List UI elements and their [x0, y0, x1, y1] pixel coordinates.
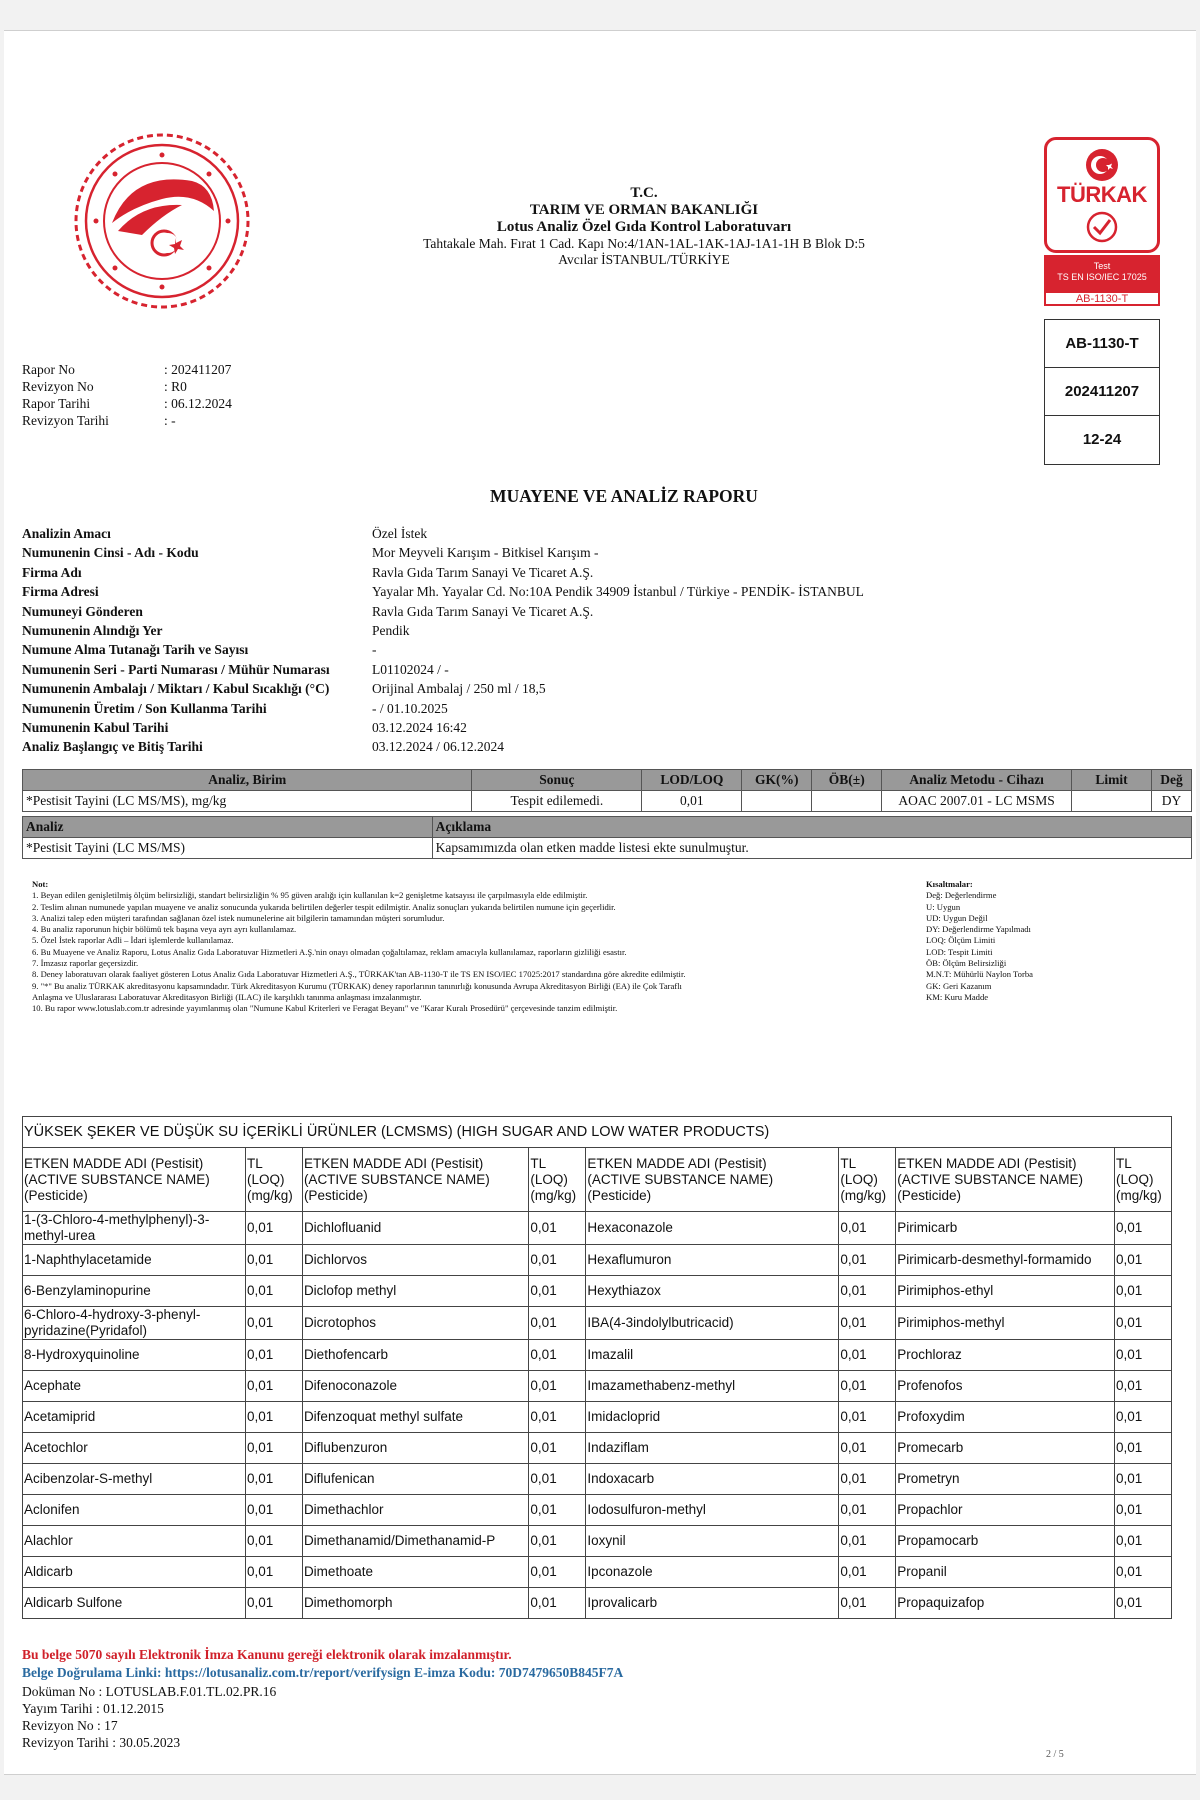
substance-name: Prometryn	[896, 1464, 1115, 1495]
substance-name: Imidacloprid	[586, 1402, 839, 1433]
substance-name: Promecarb	[896, 1433, 1115, 1464]
substance-loq: 0,01	[246, 1340, 303, 1371]
info-row	[22, 563, 1192, 582]
substance-loq: 0,01	[839, 1526, 896, 1557]
meta-value: : -	[164, 413, 176, 428]
substance-name: Indaziflam	[586, 1433, 839, 1464]
abbreviation-item: KM: Kuru Madde	[926, 991, 989, 1002]
meta-value: : 06.12.2024	[164, 396, 232, 411]
code-period: 12-24	[1082, 431, 1122, 448]
substance-name: Difenoconazole	[302, 1371, 528, 1402]
substance-name: Hexaflumuron	[586, 1245, 839, 1276]
explanation-header-row	[23, 817, 1192, 838]
abbreviation-item: UD: Uygun Değil	[926, 912, 988, 923]
substance-loq: 0,01	[529, 1371, 586, 1402]
revision-no: Revizyon No : 17	[22, 1718, 118, 1733]
substance-loq: 0,01	[839, 1588, 896, 1619]
pesticide-row	[23, 1588, 1172, 1619]
results-header-row	[23, 770, 1192, 791]
header-line: (Pesticide)	[897, 1187, 962, 1203]
info-row	[22, 602, 1192, 621]
notes	[32, 879, 902, 1015]
substance-name: Dichlofluanid	[302, 1212, 528, 1245]
col-evaluation: Değ	[1151, 770, 1191, 791]
substance-loq: 0,01	[529, 1276, 586, 1307]
report-title: MUAYENE VE ANALİZ RAPORU	[490, 486, 758, 506]
info-label: Numunenin Cinsi - Adı - Kodu	[22, 545, 199, 561]
substance-loq: 0,01	[839, 1307, 896, 1340]
substance-name: Diflufenican	[302, 1464, 528, 1495]
substance-loq: 0,01	[1115, 1402, 1172, 1433]
result-uncertainty	[812, 791, 882, 812]
header-address-2: Avcılar İSTANBUL/TÜRKİYE	[558, 252, 730, 267]
substance-name: Pirimiphos-methyl	[896, 1307, 1115, 1340]
note-item: 8. Deney laboratuvarı olarak faaliyet gösteren Lotus Analiz Gıda Laboratuvar Hizmetleri A.Ş., TÜRKAK'tan AB-1130-T ile TS EN ISO/IEC 17025:2017 standardına göre akredite edilmiştir.	[32, 969, 686, 980]
substance-loq: 0,01	[529, 1495, 586, 1526]
info-label: Analiz Başlangıç ve Bitiş Tarihi	[22, 739, 203, 755]
meta-value: : R0	[164, 379, 187, 394]
turkak-logo-icon	[1044, 137, 1160, 253]
col-explanation: Açıklama	[432, 817, 1191, 838]
info-label: Numunenin Kabul Tarihi	[22, 720, 169, 736]
meta-label: Rapor No	[22, 362, 75, 377]
header-line: (Pesticide)	[24, 1187, 88, 1203]
substance-loq: 0,01	[529, 1307, 586, 1340]
substance-loq: 0,01	[246, 1588, 303, 1619]
substance-name: Propaquizafop	[896, 1588, 1115, 1619]
abbreviation-item: LOQ: Ölçüm Limiti	[926, 935, 996, 946]
info-label: Analizin Amacı	[22, 526, 111, 541]
e-signature-note: Bu belge 5070 sayılı Elektronik İmza Kanunu gereği elektronik olarak imzalanmıştır.	[22, 1647, 512, 1662]
substance-loq: 0,01	[529, 1402, 586, 1433]
pesticide-row	[23, 1245, 1172, 1276]
substance-name: Profoxydim	[896, 1402, 1115, 1433]
note-item: 5. Özel İstek raporlar Adli – İdari işlemlerde kullanılamaz.	[32, 935, 234, 946]
substance-name: Propachlor	[896, 1495, 1115, 1526]
substance-name: 6-Benzylaminopurine	[23, 1276, 246, 1307]
info-value: -	[372, 642, 377, 658]
col-uncertainty: ÖB(±)	[812, 770, 882, 791]
substance-loq: 0,01	[839, 1212, 896, 1245]
header-line: (ACTIVE SUBSTANCE NAME)	[587, 1171, 774, 1187]
substance-name: Dimethoate	[302, 1557, 528, 1588]
explanation-text: Kapsamımızda olan etken madde listesi ekte sunulmuştur.	[432, 838, 1191, 859]
explanation-analysis: *Pestisit Tayini (LC MS/MS)	[23, 838, 433, 859]
header-line: (LOQ)	[530, 1171, 568, 1187]
header-line: (LOQ)	[840, 1171, 878, 1187]
header-line: (Pesticide)	[303, 1187, 368, 1203]
substance-name: Aldicarb Sulfone	[23, 1588, 246, 1619]
abbreviation-item: DY: Değerlendirme Yapılmadı	[926, 924, 1031, 935]
substance-loq: 0,01	[839, 1464, 896, 1495]
substance-name: Diclofop methyl	[302, 1276, 528, 1307]
abbreviations	[926, 879, 1186, 1003]
col-loq	[839, 1148, 896, 1212]
substance-name: Diethofencarb	[302, 1340, 528, 1371]
result-evaluation: DY	[1151, 791, 1191, 812]
col-limit: Limit	[1072, 770, 1152, 791]
substance-loq: 0,01	[1115, 1433, 1172, 1464]
info-row	[22, 718, 1192, 737]
substance-loq: 0,01	[1115, 1557, 1172, 1588]
substance-name: Diflubenzuron	[302, 1433, 528, 1464]
note-item: 9. "*" Bu analiz TÜRKAK akreditasyonu kapsamındadır. Türk Akreditasyon Kurumu (TÜRKAK) deney raporlarının tanınırlığı konusunda Avrupa Akreditasyon Birliği (EA) ile Çok Taraflı	[32, 980, 682, 991]
substance-name: Dimethachlor	[302, 1495, 528, 1526]
substance-loq: 0,01	[1115, 1212, 1172, 1245]
pesticide-header-row	[23, 1148, 1172, 1212]
ministry-seal-icon	[72, 131, 252, 311]
header-line: (LOQ)	[1116, 1171, 1154, 1187]
header-tc: T.C.	[630, 185, 658, 201]
substance-loq: 0,01	[1115, 1495, 1172, 1526]
info-label: Numunenin Üretim / Son Kullanma Tarihi	[22, 700, 267, 716]
results-row	[23, 791, 1192, 812]
info-value: Ravla Gıda Tarım Sanayi Ve Ticaret A.Ş.	[372, 603, 594, 619]
substance-name: Dimethanamid/Dimethanamid-P	[302, 1526, 528, 1557]
info-row	[22, 679, 1192, 698]
substance-name: Imazalil	[586, 1340, 839, 1371]
verification-link[interactable]: Belge Doğrulama Linki: https://lotusanaliz.com.tr/report/verifysign E-imza Kodu: 70D7479650B845F7A	[22, 1665, 624, 1680]
report-code-box	[1044, 319, 1160, 465]
info-value: Pendik	[372, 623, 410, 639]
header-line: (mg/kg)	[1116, 1187, 1162, 1203]
substance-loq: 0,01	[529, 1557, 586, 1588]
meta-row	[22, 395, 232, 412]
substance-name: Difenzoquat methyl sulfate	[302, 1402, 528, 1433]
col-substance-name	[302, 1148, 528, 1212]
substance-name: Dichlorvos	[302, 1245, 528, 1276]
header-line: (mg/kg)	[840, 1187, 887, 1203]
info-row	[22, 543, 1192, 562]
substance-name: Aldicarb	[23, 1557, 246, 1588]
pesticide-table	[22, 1116, 1172, 1619]
substance-name: Pirimiphos-ethyl	[896, 1276, 1115, 1307]
turkak-mark	[1044, 137, 1160, 305]
doc-no: Doküman No : LOTUSLAB.F.01.TL.02.PR.16	[22, 1684, 277, 1699]
info-label: Numune Alma Tutanağı Tarih ve Sayısı	[22, 642, 249, 658]
info-label: Numunenin Alındığı Yer	[22, 623, 163, 639]
info-row	[22, 621, 1192, 640]
header-line: TL	[530, 1155, 547, 1171]
substance-loq: 0,01	[1115, 1526, 1172, 1557]
col-loq	[529, 1148, 586, 1212]
header-line: ETKEN MADDE ADI (Pestisit)	[587, 1155, 767, 1171]
substance-loq: 0,01	[839, 1433, 896, 1464]
note-item: 2. Teslim alınan numunede yapılan muayene ve analiz sonucunda yukarıda belirtilen değerler tespit edilmiştir. Analiz sonuçları yukarıda belirtilen numune için geçerlidir.	[32, 901, 616, 912]
page-number: 2 / 5	[1046, 1749, 1064, 1760]
substance-name: IBA(4-3indolylbutricacid)	[586, 1307, 839, 1340]
col-substance-name	[23, 1148, 246, 1212]
header-line: (ACTIVE SUBSTANCE NAME)	[24, 1171, 210, 1187]
substance-name: Dimethomorph	[302, 1588, 528, 1619]
header-line: ETKEN MADDE ADI (Pestisit)	[303, 1155, 484, 1171]
col-analysis: Analiz, Birim	[23, 770, 472, 791]
info-row	[22, 582, 1192, 601]
substance-loq: 0,01	[1115, 1588, 1172, 1619]
substance-name: Imazamethabenz-methyl	[586, 1371, 839, 1402]
pesticide-row	[23, 1340, 1172, 1371]
info-row	[22, 737, 1192, 756]
meta-label: Revizyon Tarihi	[22, 413, 109, 428]
substance-loq: 0,01	[839, 1402, 896, 1433]
report-page	[4, 30, 1196, 1775]
substance-loq: 0,01	[529, 1526, 586, 1557]
pesticide-row	[23, 1371, 1172, 1402]
abbreviation-item: U: Uygun	[926, 901, 961, 912]
sample-info	[22, 524, 1192, 757]
substance-loq: 0,01	[246, 1276, 303, 1307]
substance-loq: 0,01	[246, 1526, 303, 1557]
substance-name: Indoxacarb	[586, 1464, 839, 1495]
info-value: 03.12.2024 16:42	[372, 720, 467, 736]
col-substance-name	[896, 1148, 1115, 1212]
substance-loq: 0,01	[839, 1495, 896, 1526]
header-line: (mg/kg)	[530, 1187, 577, 1203]
note-item: 1. Beyan edilen genişletilmiş ölçüm belirsizliği, standart belirsizliğin % 95 güven aralığı için kullanılan k=2 genişletme katsayısı ile çarpılmasıyla elde edilmiştir.	[32, 890, 588, 901]
substance-name: Alachlor	[23, 1526, 246, 1557]
info-label: Numuneyi Gönderen	[22, 603, 143, 619]
publish-date: Yayım Tarihi : 01.12.2015	[22, 1701, 164, 1716]
substance-loq: 0,01	[839, 1557, 896, 1588]
note-item: 3. Analizi talep eden müşteri tarafından sağlanan özel istek numunelerine ait bilgilerin tamamından müşteri sorumludur.	[32, 912, 445, 923]
substance-name: Propanil	[896, 1557, 1115, 1588]
info-value: Özel İstek	[372, 526, 428, 541]
substance-loq: 0,01	[246, 1495, 303, 1526]
substance-name: Iprovalicarb	[586, 1588, 839, 1619]
header-lab-name: Lotus Analiz Özel Gıda Kontrol Laboratuvarı	[496, 219, 792, 235]
abbreviation-item: LOD: Tespit Limiti	[926, 946, 993, 957]
pesticide-caption-row	[23, 1117, 1172, 1148]
substance-loq: 0,01	[246, 1557, 303, 1588]
notes-title: Not:	[32, 879, 49, 889]
result-analysis: *Pestisit Tayini (LC MS/MS), mg/kg	[23, 791, 472, 812]
explanation-table	[22, 816, 1192, 859]
meta-label: Revizyon No	[22, 379, 94, 394]
substance-loq: 0,01	[246, 1402, 303, 1433]
pesticide-row	[23, 1526, 1172, 1557]
meta-label: Rapor Tarihi	[22, 396, 91, 411]
pesticide-row	[23, 1464, 1172, 1495]
check-circle-icon	[1085, 210, 1119, 244]
info-label: Numunenin Seri - Parti Numarası / Mühür Numarası	[22, 661, 330, 677]
result-value: Tespit edilemedi.	[472, 791, 642, 812]
pesticide-row	[23, 1495, 1172, 1526]
turkak-code: AB-1130-T	[1044, 291, 1160, 306]
substance-loq: 0,01	[246, 1433, 303, 1464]
substance-loq: 0,01	[839, 1371, 896, 1402]
lab-header	[354, 185, 934, 268]
substance-loq: 0,01	[246, 1464, 303, 1495]
revision-date: Revizyon Tarihi : 30.05.2023	[22, 1735, 181, 1750]
substance-loq: 0,01	[529, 1433, 586, 1464]
header-line: ETKEN MADDE ADI (Pestisit)	[24, 1155, 204, 1171]
meta-row	[22, 378, 232, 395]
substance-name: 1-(3-Chloro-4-methylphenyl)-3-methyl-urea	[23, 1212, 246, 1245]
result-recovery	[742, 791, 812, 812]
col-loq	[1115, 1148, 1172, 1212]
substance-loq: 0,01	[1115, 1371, 1172, 1402]
substance-name: Profenofos	[896, 1371, 1115, 1402]
substance-name: Iodosulfuron-methyl	[586, 1495, 839, 1526]
substance-loq: 0,01	[839, 1340, 896, 1371]
substance-name: Hexythiazox	[586, 1276, 839, 1307]
info-value: 03.12.2024 / 06.12.2024	[372, 739, 505, 755]
substance-name: 1-Naphthylacetamide	[23, 1245, 246, 1276]
abbreviation-item: ÖB: Ölçüm Belirsizliği	[926, 958, 1007, 969]
pesticide-row	[23, 1402, 1172, 1433]
result-limit	[1072, 791, 1152, 812]
turkak-standard	[1044, 255, 1160, 291]
substance-loq: 0,01	[529, 1340, 586, 1371]
info-row	[22, 660, 1192, 679]
crescent-icon	[1085, 148, 1119, 182]
substance-loq: 0,01	[529, 1245, 586, 1276]
substance-loq: 0,01	[246, 1212, 303, 1245]
header-ministry: TARIM VE ORMAN BAKANLIĞI	[529, 202, 759, 218]
turkak-word: TÜRKAK	[1057, 182, 1147, 207]
substance-loq: 0,01	[1115, 1276, 1172, 1307]
document-meta	[22, 1683, 276, 1751]
substance-loq: 0,01	[1115, 1245, 1172, 1276]
substance-name: Hexaconazole	[586, 1212, 839, 1245]
note-item: 4. Bu analiz raporunun hiçbir bölümü tek başına veya ayrı ayrı kullanılamaz.	[32, 924, 297, 935]
substance-name: Pirimicarb	[896, 1212, 1115, 1245]
substance-loq: 0,01	[246, 1245, 303, 1276]
pesticide-caption: YÜKSEK ŞEKER VE DÜŞÜK SU İÇERİKLİ ÜRÜNLER (LCMSMS) (HIGH SUGAR AND LOW WATER PRODUCTS)	[23, 1117, 1172, 1148]
note-item: Anlaşma ve Uluslararası Laboratuvar Akreditasyon Birliği (ILAC) ile karşılıklı tanınma anlaşması imzalanmıştır.	[32, 991, 422, 1002]
results-table	[22, 769, 1192, 812]
substance-loq: 0,01	[839, 1276, 896, 1307]
abbreviation-item: GK: Geri Kazanım	[926, 980, 992, 991]
substance-name: Ipconazole	[586, 1557, 839, 1588]
header-line: (Pesticide)	[587, 1187, 652, 1203]
header-line: (ACTIVE SUBSTANCE NAME)	[303, 1171, 490, 1187]
code-accreditation: AB-1130-T	[1045, 320, 1159, 368]
pesticide-row	[23, 1557, 1172, 1588]
substance-name: Acibenzolar-S-methyl	[23, 1464, 246, 1495]
col-substance-name	[586, 1148, 839, 1212]
info-value: Ravla Gıda Tarım Sanayi Ve Ticaret A.Ş.	[372, 564, 594, 580]
note-item: 7. İmzasız raporlar geçersizdir.	[32, 958, 139, 969]
col-method: Analiz Metodu - Cihazı	[882, 770, 1072, 791]
meta-value: : 202411207	[164, 362, 232, 377]
info-value: - / 01.10.2025	[372, 700, 448, 716]
pesticide-row	[23, 1433, 1172, 1464]
col-lod-loq: LOD/LOQ	[642, 770, 742, 791]
substance-loq: 0,01	[1115, 1464, 1172, 1495]
substance-name: 6-Chloro-4-hydroxy-3-phenyl-pyridazine(Pyridafol)	[23, 1307, 246, 1340]
substance-name: Acephate	[23, 1371, 246, 1402]
note-item: 10. Bu rapor www.lotuslab.com.tr adresinde yayımlanmış olan "Numune Kabul Kriterleri ve Feragat Beyanı" ve "Karar Kuralı Prosedürü" çerçevesinde tanzim edilmiştir.	[32, 1003, 618, 1014]
info-value: Orijinal Ambalaj / 250 ml / 18,5	[372, 681, 546, 697]
substance-loq: 0,01	[839, 1245, 896, 1276]
info-label: Firma Adı	[22, 564, 82, 580]
substance-name: 8-Hydroxyquinoline	[23, 1340, 246, 1371]
info-value: Yayalar Mh. Yayalar Cd. No:10A Pendik 34909 İstanbul / Türkiye - PENDİK- İSTANBUL	[372, 584, 864, 600]
substance-name: Aclonifen	[23, 1495, 246, 1526]
info-row	[22, 640, 1192, 659]
header-line: (mg/kg)	[247, 1187, 293, 1203]
info-label: Numunenin Ambalajı / Miktarı / Kabul Sıcaklığı (°C)	[22, 681, 330, 697]
result-lod-loq: 0,01	[642, 791, 742, 812]
meta-row	[22, 412, 232, 429]
substance-name: Pirimicarb-desmethyl-formamido	[896, 1245, 1115, 1276]
substance-loq: 0,01	[1115, 1307, 1172, 1340]
meta-row	[22, 361, 232, 378]
result-method: AOAC 2007.01 - LC MSMS	[882, 791, 1072, 812]
report-meta	[22, 361, 232, 429]
header-line: TL	[247, 1155, 263, 1171]
header-line: TL	[1116, 1155, 1132, 1171]
info-label: Firma Adresi	[22, 584, 99, 600]
pesticide-row	[23, 1212, 1172, 1245]
info-row	[22, 699, 1192, 718]
substance-loq: 0,01	[529, 1588, 586, 1619]
substance-loq: 0,01	[246, 1307, 303, 1340]
substance-loq: 0,01	[1115, 1340, 1172, 1371]
turkak-line-2: TS EN ISO/IEC 17025	[1057, 272, 1147, 282]
substance-loq: 0,01	[529, 1464, 586, 1495]
substance-name: Propamocarb	[896, 1526, 1115, 1557]
info-value: L01102024 / -	[372, 661, 449, 677]
col-recovery: GK(%)	[742, 770, 812, 791]
substance-loq: 0,01	[529, 1212, 586, 1245]
col-result: Sonuç	[472, 770, 642, 791]
header-line: (ACTIVE SUBSTANCE NAME)	[897, 1171, 1084, 1187]
info-value: Mor Meyveli Karışım - Bitkisel Karışım -	[372, 545, 599, 561]
header-address-1: Tahtakale Mah. Fırat 1 Cad. Kapı No:4/1AN-1AL-1AK-1AJ-1A1-1H B Blok D:5	[423, 236, 865, 251]
abbreviations-title: Kısaltmalar:	[926, 879, 973, 889]
header-line: ETKEN MADDE ADI (Pestisit)	[897, 1155, 1077, 1171]
pesticide-row	[23, 1307, 1172, 1340]
abbreviation-item: M.N.T: Mühürlü Naylon Torba	[926, 969, 1033, 980]
substance-name: Acetochlor	[23, 1433, 246, 1464]
substance-loq: 0,01	[246, 1371, 303, 1402]
substance-name: Dicrotophos	[302, 1307, 528, 1340]
substance-name: Acetamiprid	[23, 1402, 246, 1433]
header-line: (LOQ)	[247, 1171, 285, 1187]
col-loq	[246, 1148, 303, 1212]
col-analysis: Analiz	[23, 817, 433, 838]
abbreviation-item: Değ: Değerlendirme	[926, 890, 997, 901]
code-report-no: 202411207	[1045, 368, 1159, 416]
info-row	[22, 524, 1192, 543]
substance-name: Prochloraz	[896, 1340, 1115, 1371]
note-item: 6. Bu Muayene ve Analiz Raporu, Lotus Analiz Gıda Laboratuvar Hizmetleri A.Ş.'nin onayı olmadan çoğaltılamaz, reklam amacıyla kullanılamaz, raporların gizliliği esastır.	[32, 946, 627, 957]
substance-name: Ioxynil	[586, 1526, 839, 1557]
explanation-row	[23, 838, 1192, 859]
header-line: TL	[840, 1155, 857, 1171]
turkak-line-1: Test	[1093, 261, 1111, 271]
pesticide-row	[23, 1276, 1172, 1307]
